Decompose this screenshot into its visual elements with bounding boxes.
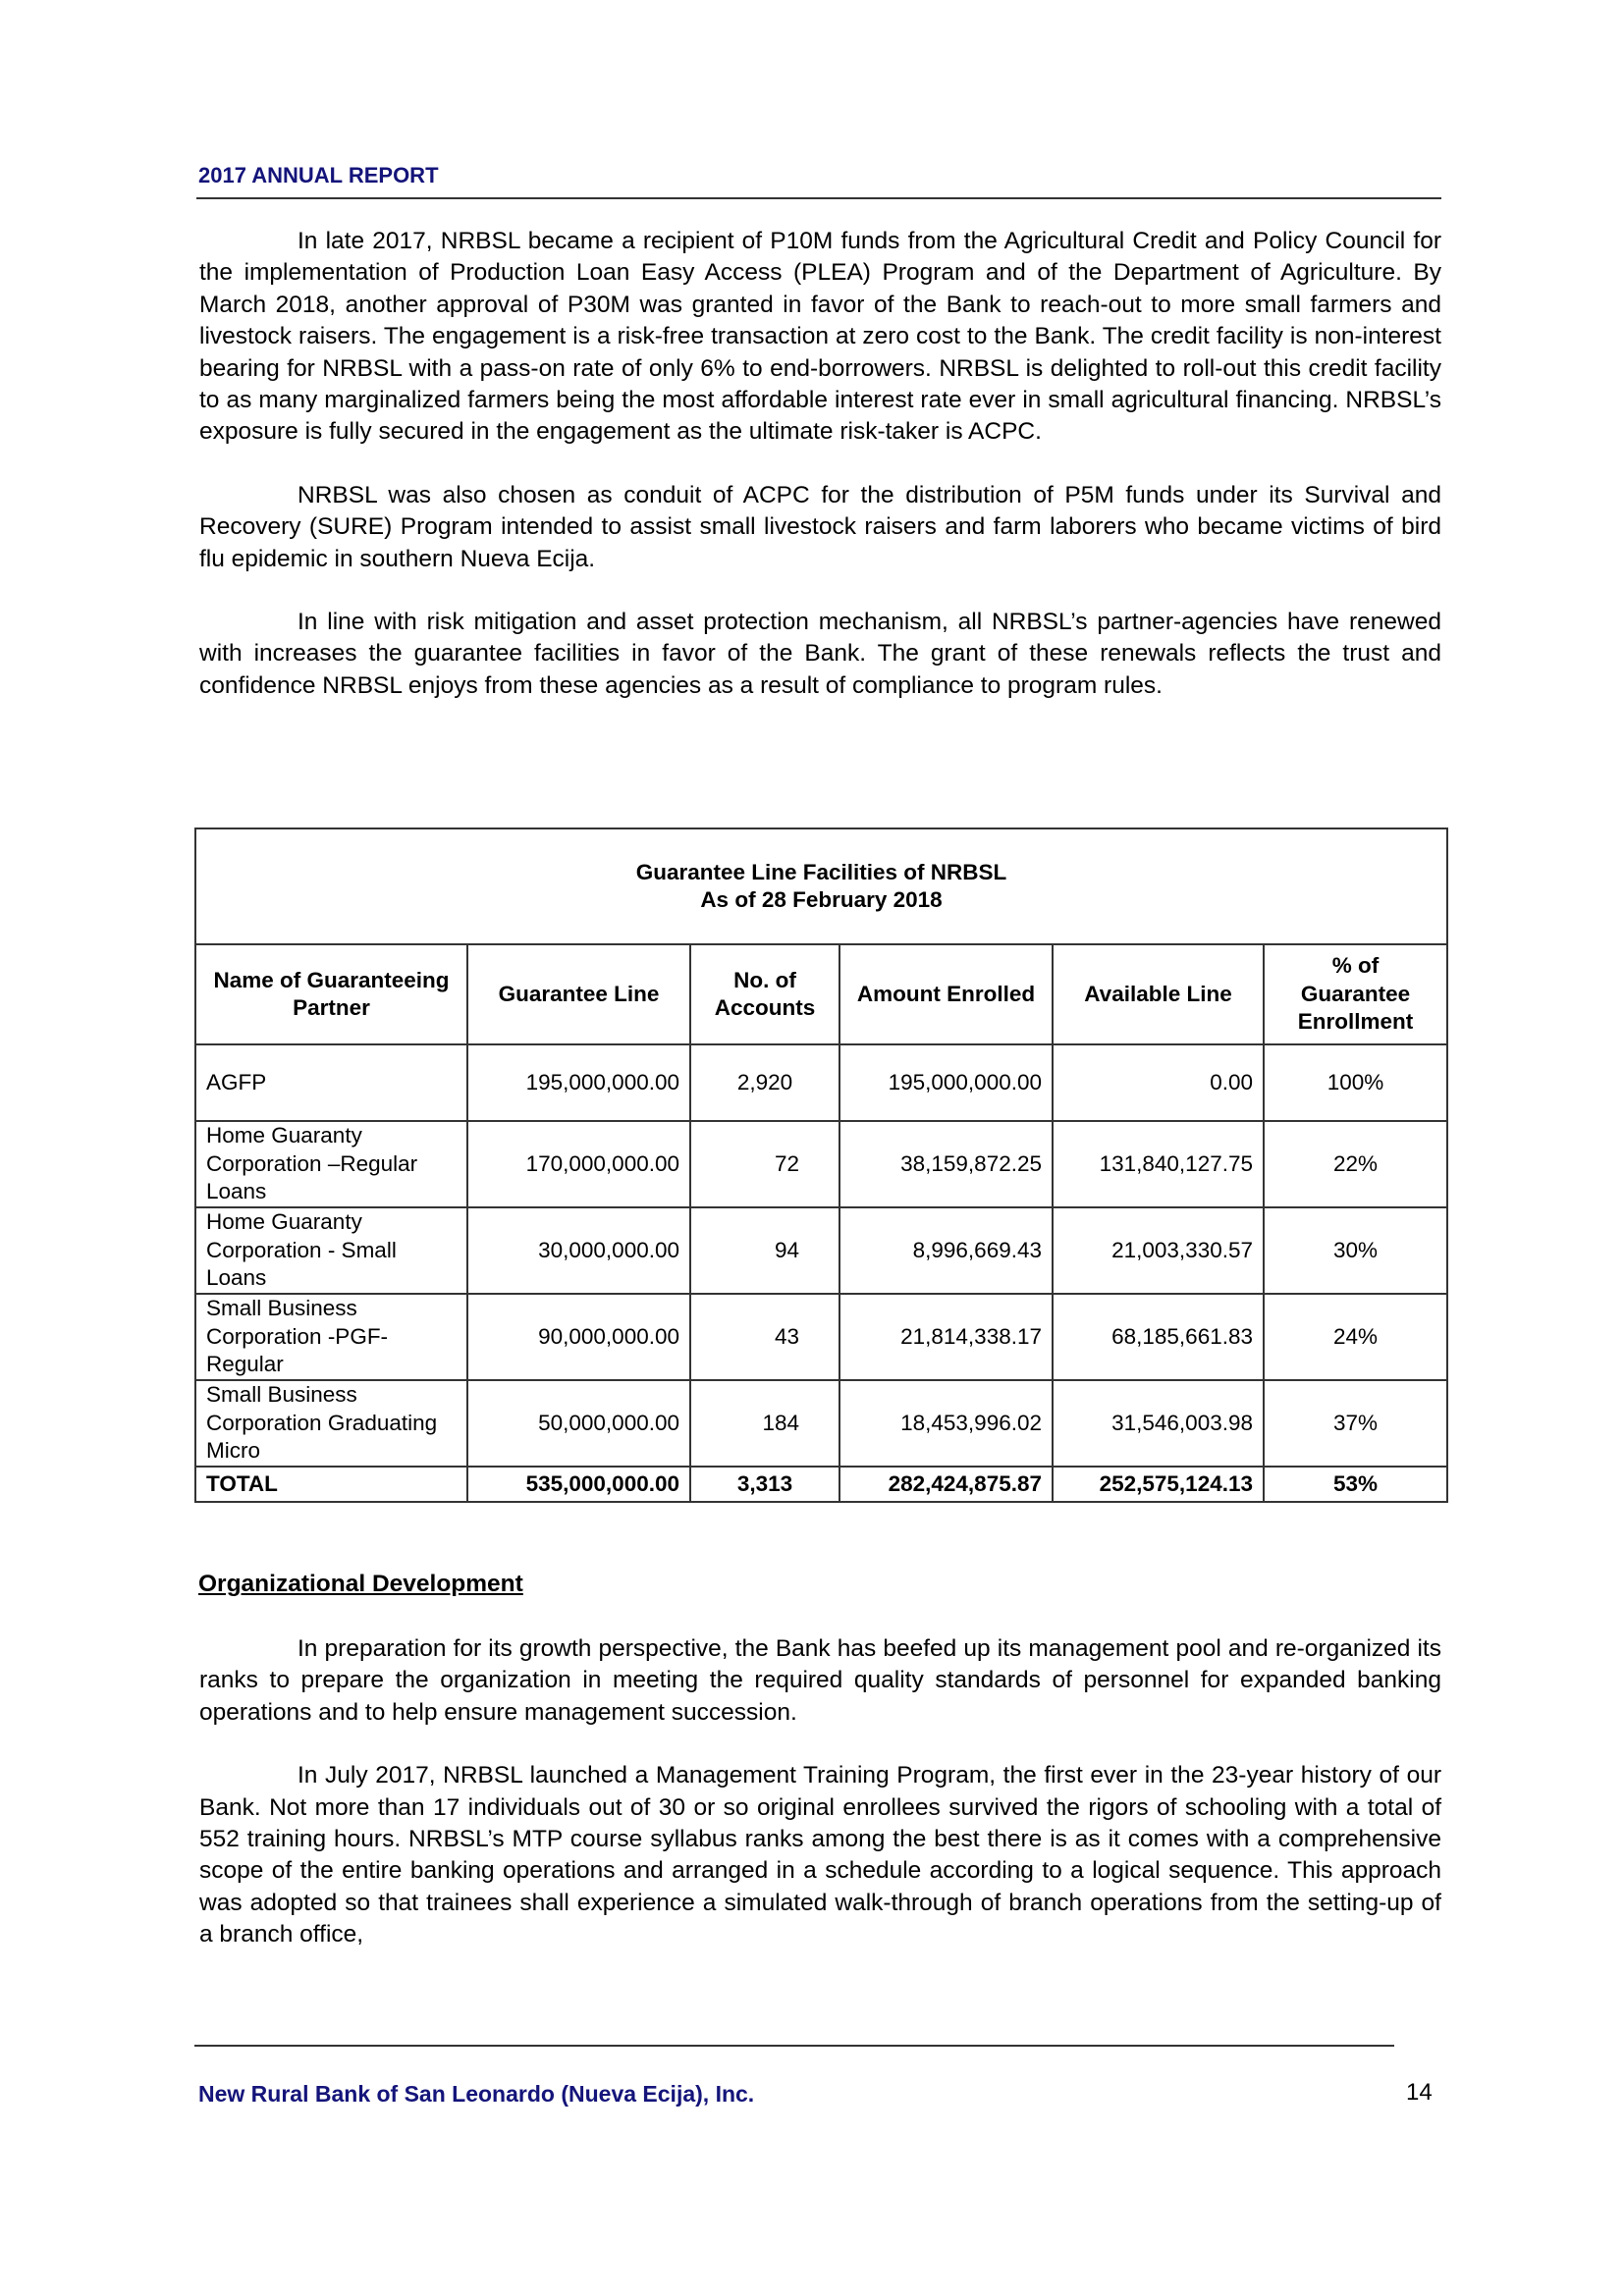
section-heading: Organizational Development [198, 1571, 523, 1597]
table-row: Home Guaranty Corporation - Small Loans 30,000,000.00 94 8,996,669.43 21,003,330.57 30% [195, 1207, 1447, 1294]
table-title: Guarantee Line Facilities of NRBSL As of 28 February 2018 [195, 828, 1447, 944]
column-header: Name of Guaranteeing Partner [195, 944, 467, 1044]
table-row: Small Business Corporation Graduating Micro 50,000,000.00 184 18,453,996.02 31,546,003.98 37% [195, 1380, 1447, 1467]
header-divider [196, 197, 1441, 199]
column-header: Available Line [1053, 944, 1264, 1044]
paragraph: In July 2017, NRBSL launched a Management Training Program, the first ever in the 23-year history of our Bank. Not more than 17 individuals out of 30 or so original enrollees survived the rigors of schooling with a total of 552 training hours. NRBSL’s MTP course syllabus ranks among the best there is as it comes with a comprehensive scope of the entire banking operations and arranged in a schedule according to a logical sequence. This approach was adopted so that trainees shall experience a simulated walk-through of branch operations from the setting-up of a branch office, [199, 1762, 1441, 1949]
table-row: AGFP 195,000,000.00 2,920 195,000,000.00 0.00 100% [195, 1044, 1447, 1121]
paragraph: NRBSL was also chosen as conduit of ACPC for the distribution of P5M funds under its Survival and Recovery (SURE) Program intended to assist small livestock raisers and farm laborers who became victims of bird flu epidemic in southern Nueva Ecija. [199, 481, 1441, 572]
paragraph: In preparation for its growth perspective, the Bank has beefed up its management pool and re-organized its ranks to prepare the organization in meeting the required quality standards of personnel for expanded banking operations and to help ensure management succession. [199, 1635, 1441, 1726]
guarantee-line-table [194, 828, 1448, 1503]
column-header: Amount Enrolled [839, 944, 1053, 1044]
paragraph: In late 2017, NRBSL became a recipient of P10M funds from the Agricultural Credit and Policy Council for the implementation of Production Loan Easy Access (PLEA) Program and of the Department of Agriculture. By March 2018, another approval of P30M was granted in favor of the Bank to reach-out to more small farmers and livestock raisers. The engagement is a risk-free transaction at zero cost to the Bank. The credit facility is non-interest bearing for NRBSL with a pass-on rate of only 6% to end-borrowers. NRBSL is delighted to roll-out this credit facility to as many marginalized farmers being the most affordable interest rate ever in small agricultural financing. NRBSL’s exposure is fully secured in the engagement as the ultimate risk-taker is ACPC. [199, 228, 1441, 446]
table-row: Home Guaranty Corporation –Regular Loans 170,000,000.00 72 38,159,872.25 131,840,127.75 22% [195, 1121, 1447, 1207]
paragraph: In line with risk mitigation and asset protection mechanism, all NRBSL’s partner-agencies have renewed with increases the guarantee facilities in favor of the Bank. The grant of these renewals reflects the trust and confidence NRBSL enjoys from these agencies as a result of compliance to program rules. [199, 609, 1441, 699]
body-text-bottom [199, 1633, 1441, 1983]
page-number: 14 [1406, 2079, 1433, 2106]
footer-divider [194, 2045, 1394, 2047]
table-total-row: TOTAL 535,000,000.00 3,313 282,424,875.87 252,575,124.13 53% [195, 1467, 1447, 1502]
column-header: % of Guarantee Enrollment [1264, 944, 1447, 1044]
body-text-top [199, 226, 1441, 733]
table-row: Small Business Corporation -PGF-Regular 90,000,000.00 43 21,814,338.17 68,185,661.83 24% [195, 1294, 1447, 1380]
column-header: Guarantee Line [467, 944, 690, 1044]
column-header: No. of Accounts [690, 944, 839, 1044]
report-header: 2017 ANNUAL REPORT [198, 163, 439, 187]
footer-bank-name: New Rural Bank of San Leonardo (Nueva Ecija), Inc. [198, 2081, 755, 2107]
table-header-row [195, 944, 1447, 1044]
